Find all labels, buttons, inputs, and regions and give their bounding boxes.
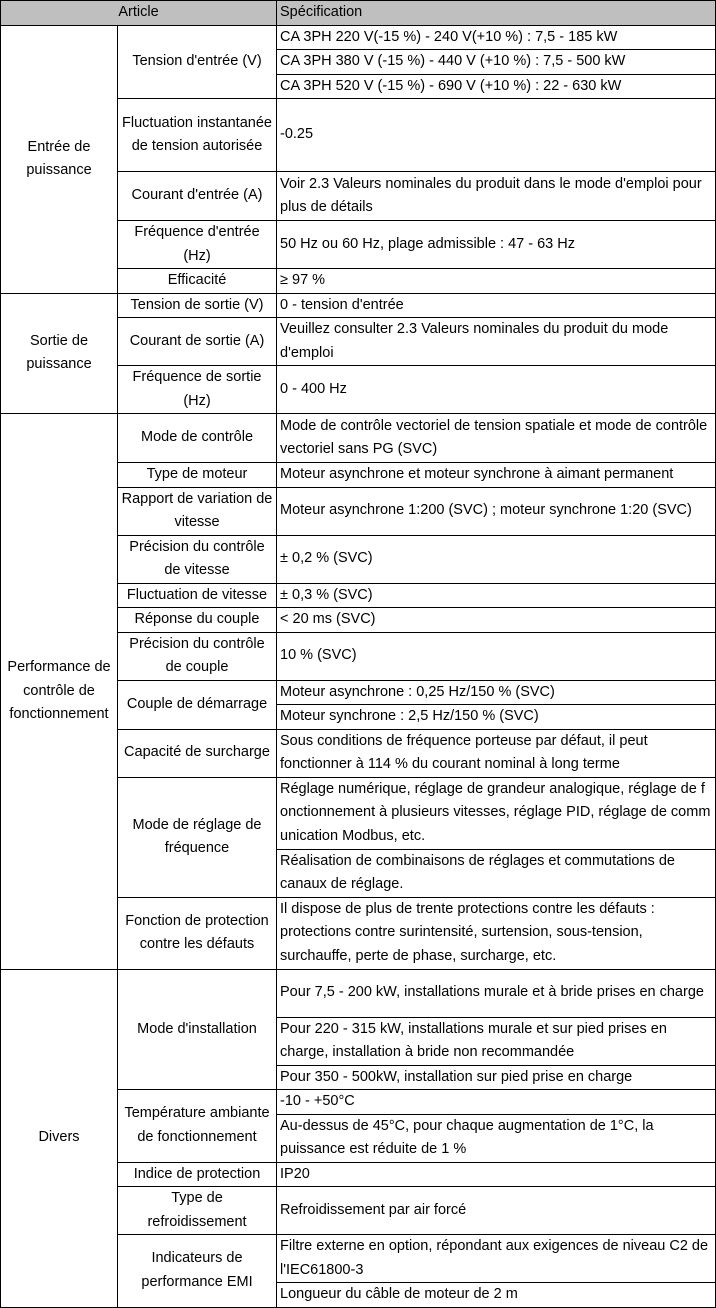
article-frequence-entree: Fréquence d'entrée (Hz): [118, 221, 277, 269]
spec-tension-sortie: 0 - tension d'entrée: [277, 293, 716, 318]
spec-frequence-entree: 50 Hz ou 60 Hz, plage admissible : 47 - 63 Hz: [277, 221, 716, 269]
spec-tension-entree-520: CA 3PH 520 V (-15 %) - 690 V (+10 %) : 22 - 630 kW: [277, 74, 716, 99]
spec-reponse-couple: < 20 ms (SVC): [277, 608, 716, 633]
category-performance-controle: Performance de contrôle de fonctionnement: [1, 414, 118, 970]
spec-type-refroidissement: Refroidissement par air forcé: [277, 1187, 716, 1235]
article-precision-vitesse: Précision du contrôle de vitesse: [118, 535, 277, 583]
article-courant-entree: Courant d'entrée (A): [118, 172, 277, 221]
category-divers: Divers: [1, 969, 118, 1307]
category-entree-puissance: Entrée de puissance: [1, 25, 118, 293]
spec-precision-vitesse: ± 0,2 % (SVC): [277, 535, 716, 583]
spec-courant-sortie: Veuillez consulter 2.3 Valeurs nominales du produit du mode d'emploi: [277, 318, 716, 366]
spec-indice-protection: IP20: [277, 1162, 716, 1187]
spec-reglage-frequence-2: Réalisation de combinaisons de réglages et commutations de canaux de réglage.: [277, 849, 716, 897]
article-type-moteur: Type de moteur: [118, 463, 277, 488]
article-rapport-vitesse: Rapport de variation de vitesse: [118, 487, 277, 535]
spec-mode-controle: Mode de contrôle vectoriel de tension spatiale et mode de contrôle vectoriel sans PG (SVC): [277, 414, 716, 463]
article-tension-entree: Tension d'entrée (V): [118, 25, 277, 99]
category-sortie-puissance: Sortie de puissance: [1, 293, 118, 414]
article-temperature-ambiante: Température ambiante de fonctionnement: [118, 1090, 277, 1163]
spec-emi-filtre: Filtre externe en option, répondant aux exigences de niveau C2 de l'IEC61800-3: [277, 1235, 716, 1283]
spec-rapport-vitesse: Moteur asynchrone 1:200 (SVC) ; moteur synchrone 1:20 (SVC): [277, 487, 716, 535]
spec-protection-defauts: Il dispose de plus de trente protections contre les défauts : protections contre surintensité, surtension, sous-tension, surchauffe, perte de phase, surcharge, etc.: [277, 897, 716, 969]
spec-capacite-surcharge: Sous conditions de fréquence porteuse par défaut, il peut fonctionner à 114 % du courant nominal à long terme: [277, 729, 716, 777]
article-mode-controle: Mode de contrôle: [118, 414, 277, 463]
article-tension-sortie: Tension de sortie (V): [118, 293, 277, 318]
spec-emi-cable: Longueur du câble de moteur de 2 m: [277, 1283, 716, 1308]
spec-type-moteur: Moteur asynchrone et moteur synchrone à aimant permanent: [277, 463, 716, 488]
article-capacite-surcharge: Capacité de surcharge: [118, 729, 277, 777]
spec-tension-entree-220: CA 3PH 220 V(-15 %) - 240 V(+10 %) : 7,5 - 185 kW: [277, 25, 716, 50]
spec-precision-couple: 10 % (SVC): [277, 632, 716, 680]
header-row: [1, 1, 716, 26]
article-mode-installation: Mode d'installation: [118, 969, 277, 1090]
header-specification: Spécification: [277, 1, 716, 26]
article-reponse-couple: Réponse du couple: [118, 608, 277, 633]
article-protection-defauts: Fonction de protection contre les défauts: [118, 897, 277, 969]
spec-couple-demarrage-asynchrone: Moteur asynchrone : 0,25 Hz/150 % (SVC): [277, 680, 716, 705]
spec-temperature-derating: Au-dessus de 45°C, pour chaque augmentation de 1°C, la puissance est réduite de 1 %: [277, 1114, 716, 1162]
spec-reglage-frequence-1: Réglage numérique, réglage de grandeur analogique, réglage de fonctionnement à plusieurs vitesses, réglage PID, réglage de communication Modbus, etc.: [277, 777, 716, 849]
spec-installation-2: Pour 220 - 315 kW, installations murale et sur pied prises en charge, installation à bride non recommandée: [277, 1017, 716, 1065]
article-courant-sortie: Courant de sortie (A): [118, 318, 277, 366]
article-couple-demarrage: Couple de démarrage: [118, 680, 277, 729]
spec-frequence-sortie: 0 - 400 Hz: [277, 366, 716, 414]
spec-installation-1: Pour 7,5 - 200 kW, installations murale et à bride prises en charge: [277, 969, 716, 1017]
article-indice-protection: Indice de protection: [118, 1162, 277, 1187]
spec-courant-entree: Voir 2.3 Valeurs nominales du produit dans le mode d'emploi pour plus de détails: [277, 172, 716, 221]
article-efficacite: Efficacité: [118, 269, 277, 294]
header-article: Article: [1, 1, 277, 26]
spec-fluctuation-tension: -0.25: [277, 99, 716, 172]
article-fluctuation-vitesse: Fluctuation de vitesse: [118, 583, 277, 608]
article-frequence-sortie: Fréquence de sortie (Hz): [118, 366, 277, 414]
spec-tension-entree-380: CA 3PH 380 V (-15 %) - 440 V (+10 %) : 7,5 - 500 kW: [277, 50, 716, 75]
article-indicateurs-emi: Indicateurs de performance EMI: [118, 1235, 277, 1308]
article-reglage-frequence: Mode de réglage de fréquence: [118, 777, 277, 897]
spec-installation-3: Pour 350 - 500kW, installation sur pied prise en charge: [277, 1065, 716, 1090]
spec-temperature-plage: -10 - +50°C: [277, 1090, 716, 1115]
spec-fluctuation-vitesse: ± 0,3 % (SVC): [277, 583, 716, 608]
article-precision-couple: Précision du contrôle de couple: [118, 632, 277, 680]
article-fluctuation-tension: Fluctuation instantanée de tension autorisée: [118, 99, 277, 172]
article-type-refroidissement: Type de refroidissement: [118, 1187, 277, 1235]
spec-couple-demarrage-synchrone: Moteur synchrone : 2,5 Hz/150 % (SVC): [277, 705, 716, 730]
spec-efficacite: ≥ 97 %: [277, 269, 716, 294]
